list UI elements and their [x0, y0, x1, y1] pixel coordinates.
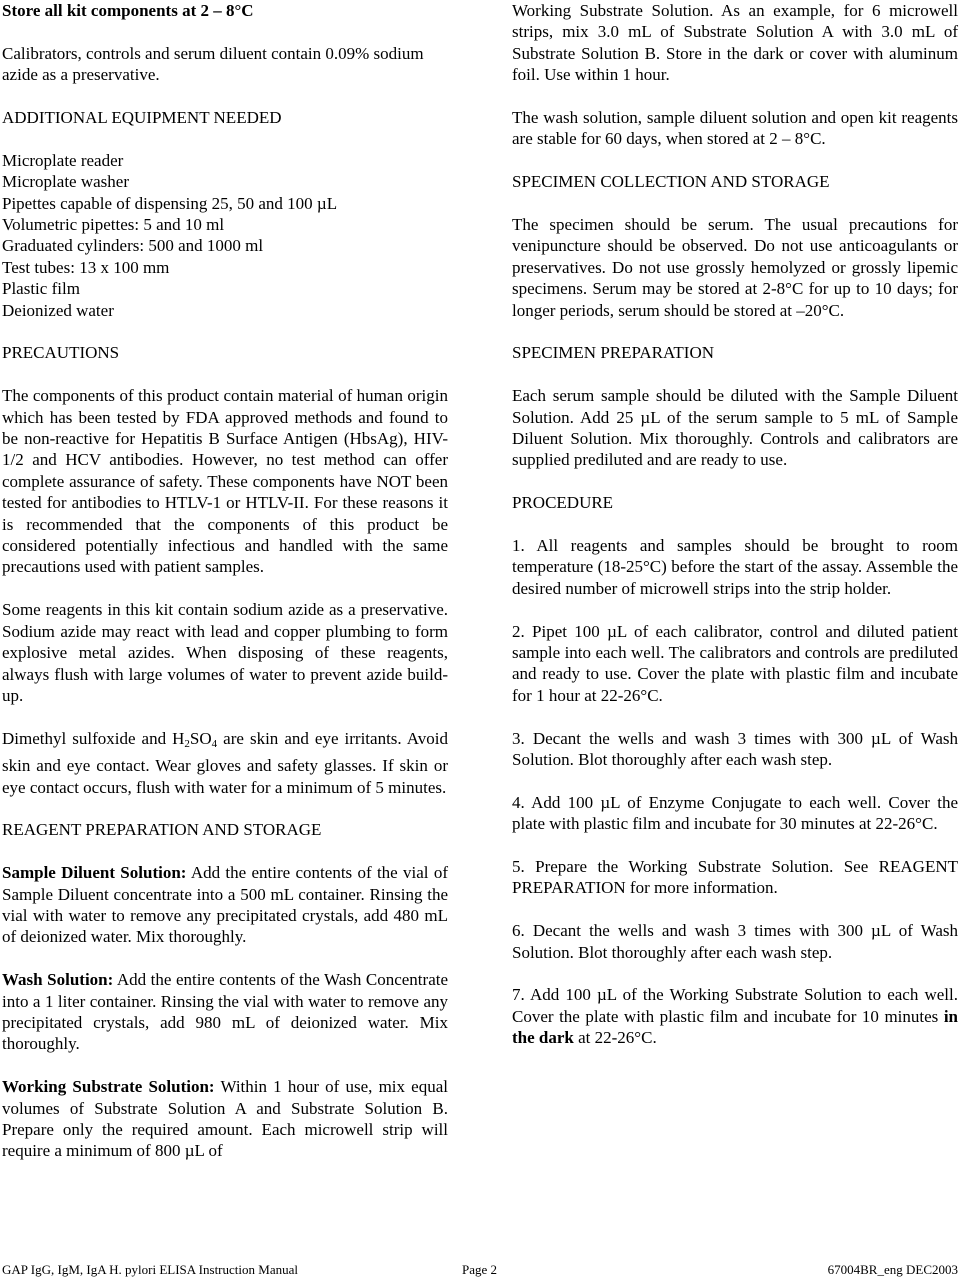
sample-diluent-paragraph — [2, 862, 448, 948]
step-text: at 22-26°C. — [573, 1028, 657, 1048]
procedure-step: 5. Prepare the Working Substrate Solution. See REAGENT PREPARATION for more information. — [512, 857, 958, 898]
equipment-item: Microplate washer — [2, 172, 129, 192]
procedure-step: 4. Add 100 µL of Enzyme Conjugate to each well. Cover the plate with plastic film and incubate for 30 minutes at 22-26°C. — [512, 792, 958, 834]
equipment-item: Microplate reader — [2, 150, 124, 170]
collection-paragraph: The specimen should be serum. The usual precautions for venipuncture should be observed. Do not use anticoagulants or preservatives. Do not use grossly hemolyzed or grossly lipemic specimens. Serum may be stored at 2-8°C for up to 10 days; for longer periods, serum should be stored at –20°C. — [512, 215, 958, 320]
wash-solution-text: Add the entire contents of the Wash Concentrate into a 1 liter container. Rinsing the vial with water to remove any precipitated crystals, add 980 mL of deionized water. Mix thoroughly. — [2, 970, 449, 1054]
reagent-heading: REAGENT PREPARATION AND STORAGE — [2, 820, 322, 840]
equipment-item: Test tubes: 13 x 100 mm — [2, 257, 170, 277]
footer-title: GAP IgG, IgM, IgA H. pylori ELISA Instruction Manual — [2, 1262, 298, 1277]
step-emphasis: in the dark — [512, 1006, 958, 1048]
subscript: 4 — [211, 737, 218, 750]
precautions-paragraph: The components of this product contain material of human origin which has been tested by FDA approved methods and found to be non-reactive for Hepatitis B Surface Antigen (HbsAg), HIV-1/2 and HCV antibodies. However, no test method can offer complete assurance of safety. These components have NOT been tested for antibodies to HTLV-1 or HTLV-II. For these reasons it is recommended that the components of this product be considered potentially infectious and handled with the same precautions used with patient samples. — [2, 386, 448, 577]
stability-paragraph: The wash solution, sample diluent solution and open kit reagents are stable for 60 days, when stored at 2 – 8°C. — [512, 108, 958, 149]
right-column — [512, 0, 958, 1049]
footer-page-number: Page 2 — [462, 1262, 498, 1277]
working-substrate-paragraph — [2, 1076, 448, 1162]
step-text: 7. Add 100 µL of the Working Substrate Solution to each well. Cover the plate with plastic film and incubate for 10 minutes — [512, 985, 958, 1026]
irritants-text: SO — [189, 728, 212, 748]
storage-heading: Store all kit components at 2 – 8°C — [2, 1, 254, 20]
collection-heading: SPECIMEN COLLECTION AND STORAGE — [512, 172, 830, 192]
procedure-step: 1. All reagents and samples should be brought to room temperature (18-25°C) before the start of the assay. Assemble the desired number of microwell strips into the strip holder. — [512, 536, 958, 598]
equipment-item: Graduated cylinders: 500 and 1000 ml — [2, 236, 264, 256]
preparation-paragraph: Each serum sample should be diluted with the Sample Diluent Solution. Add 25 µL of the serum sample to 5 mL of Sample Diluent Solution. Mix thoroughly. Controls and calibrators are supplied prediluted and are ready to use. — [512, 386, 958, 470]
sample-diluent-text: Add the entire contents of the vial of Sample Diluent concentrate into a 500 mL container. Rinsing the vial with water to remove any precipitated crystals, add 480 mL of deionized water. Mix thoroughly. — [2, 863, 449, 947]
preparation-heading: SPECIMEN PREPARATION — [512, 343, 714, 363]
procedure-step: 6. Decant the wells and wash 3 times with 300 µL of Wash Solution. Blot thoroughly after each wash step. — [512, 921, 958, 962]
equipment-item: Pipettes capable of dispensing 25, 50 and 100 µL — [2, 193, 338, 213]
wash-solution-label: Wash Solution: — [2, 970, 114, 990]
procedure-step — [512, 984, 958, 1048]
subscript: 2 — [184, 737, 190, 750]
procedure-heading: PROCEDURE — [512, 493, 614, 513]
wash-solution-paragraph — [2, 969, 448, 1055]
equipment-item: Plastic film — [2, 279, 80, 299]
procedure-step: 2. Pipet 100 µL of each calibrator, control and diluted patient sample into each well. The calibrators and controls are prediluted and ready to use. Cover the plate with plastic film and incubate for 1 hour at 22-26°C. — [512, 621, 958, 705]
irritants-text: Dimethyl sulfoxide and H — [2, 728, 185, 748]
sample-diluent-label: Sample Diluent Solution: — [2, 863, 187, 883]
azide-note: Calibrators, controls and serum diluent contain 0.09% sodium azide as a preservative. — [2, 43, 424, 85]
footer-document-code: 67004BR_eng DEC2003 — [827, 1262, 958, 1277]
azide-warning-paragraph: Some reagents in this kit contain sodium azide as a preservative. Sodium azide may react with lead and copper plumbing to form explosive metal azides. When disposing of these reagents, always flush with large volumes of water to prevent azide build-up. — [2, 600, 448, 705]
working-substrate-continued: Working Substrate Solution. As an example, for 6 microwell strips, mix 3.0 mL of Substrate Solution A with 3.0 mL of Substrate Solution B. Store in the dark or cover with aluminum foil. Use within 1 hour. — [512, 1, 958, 85]
equipment-heading: ADDITIONAL EQUIPMENT NEEDED — [2, 108, 282, 127]
precautions-heading: PRECAUTIONS — [2, 343, 120, 363]
irritants-paragraph — [2, 728, 448, 798]
working-substrate-text: Within 1 hour of use, mix equal volumes of Substrate Solution A and Substrate Solution B. Prepare only the required amount. Each microwell strip will require a minimum of 800 µL of — [2, 1077, 448, 1161]
equipment-item: Volumetric pipettes: 5 and 10 ml — [2, 215, 225, 235]
working-substrate-label: Working Substrate Solution: — [2, 1077, 215, 1097]
equipment-item: Deionized water — [2, 300, 114, 320]
left-column — [2, 0, 448, 1162]
equipment-list — [2, 150, 448, 321]
irritants-text: are skin and eye irritants. Avoid skin and eye contact. Wear gloves and safety glasses. If skin or eye contact occurs, flush with water for a minimum of 5 minutes. — [2, 728, 448, 797]
procedure-step: 3. Decant the wells and wash 3 times with 300 µL of Wash Solution. Blot thoroughly after each wash step. — [512, 728, 958, 770]
